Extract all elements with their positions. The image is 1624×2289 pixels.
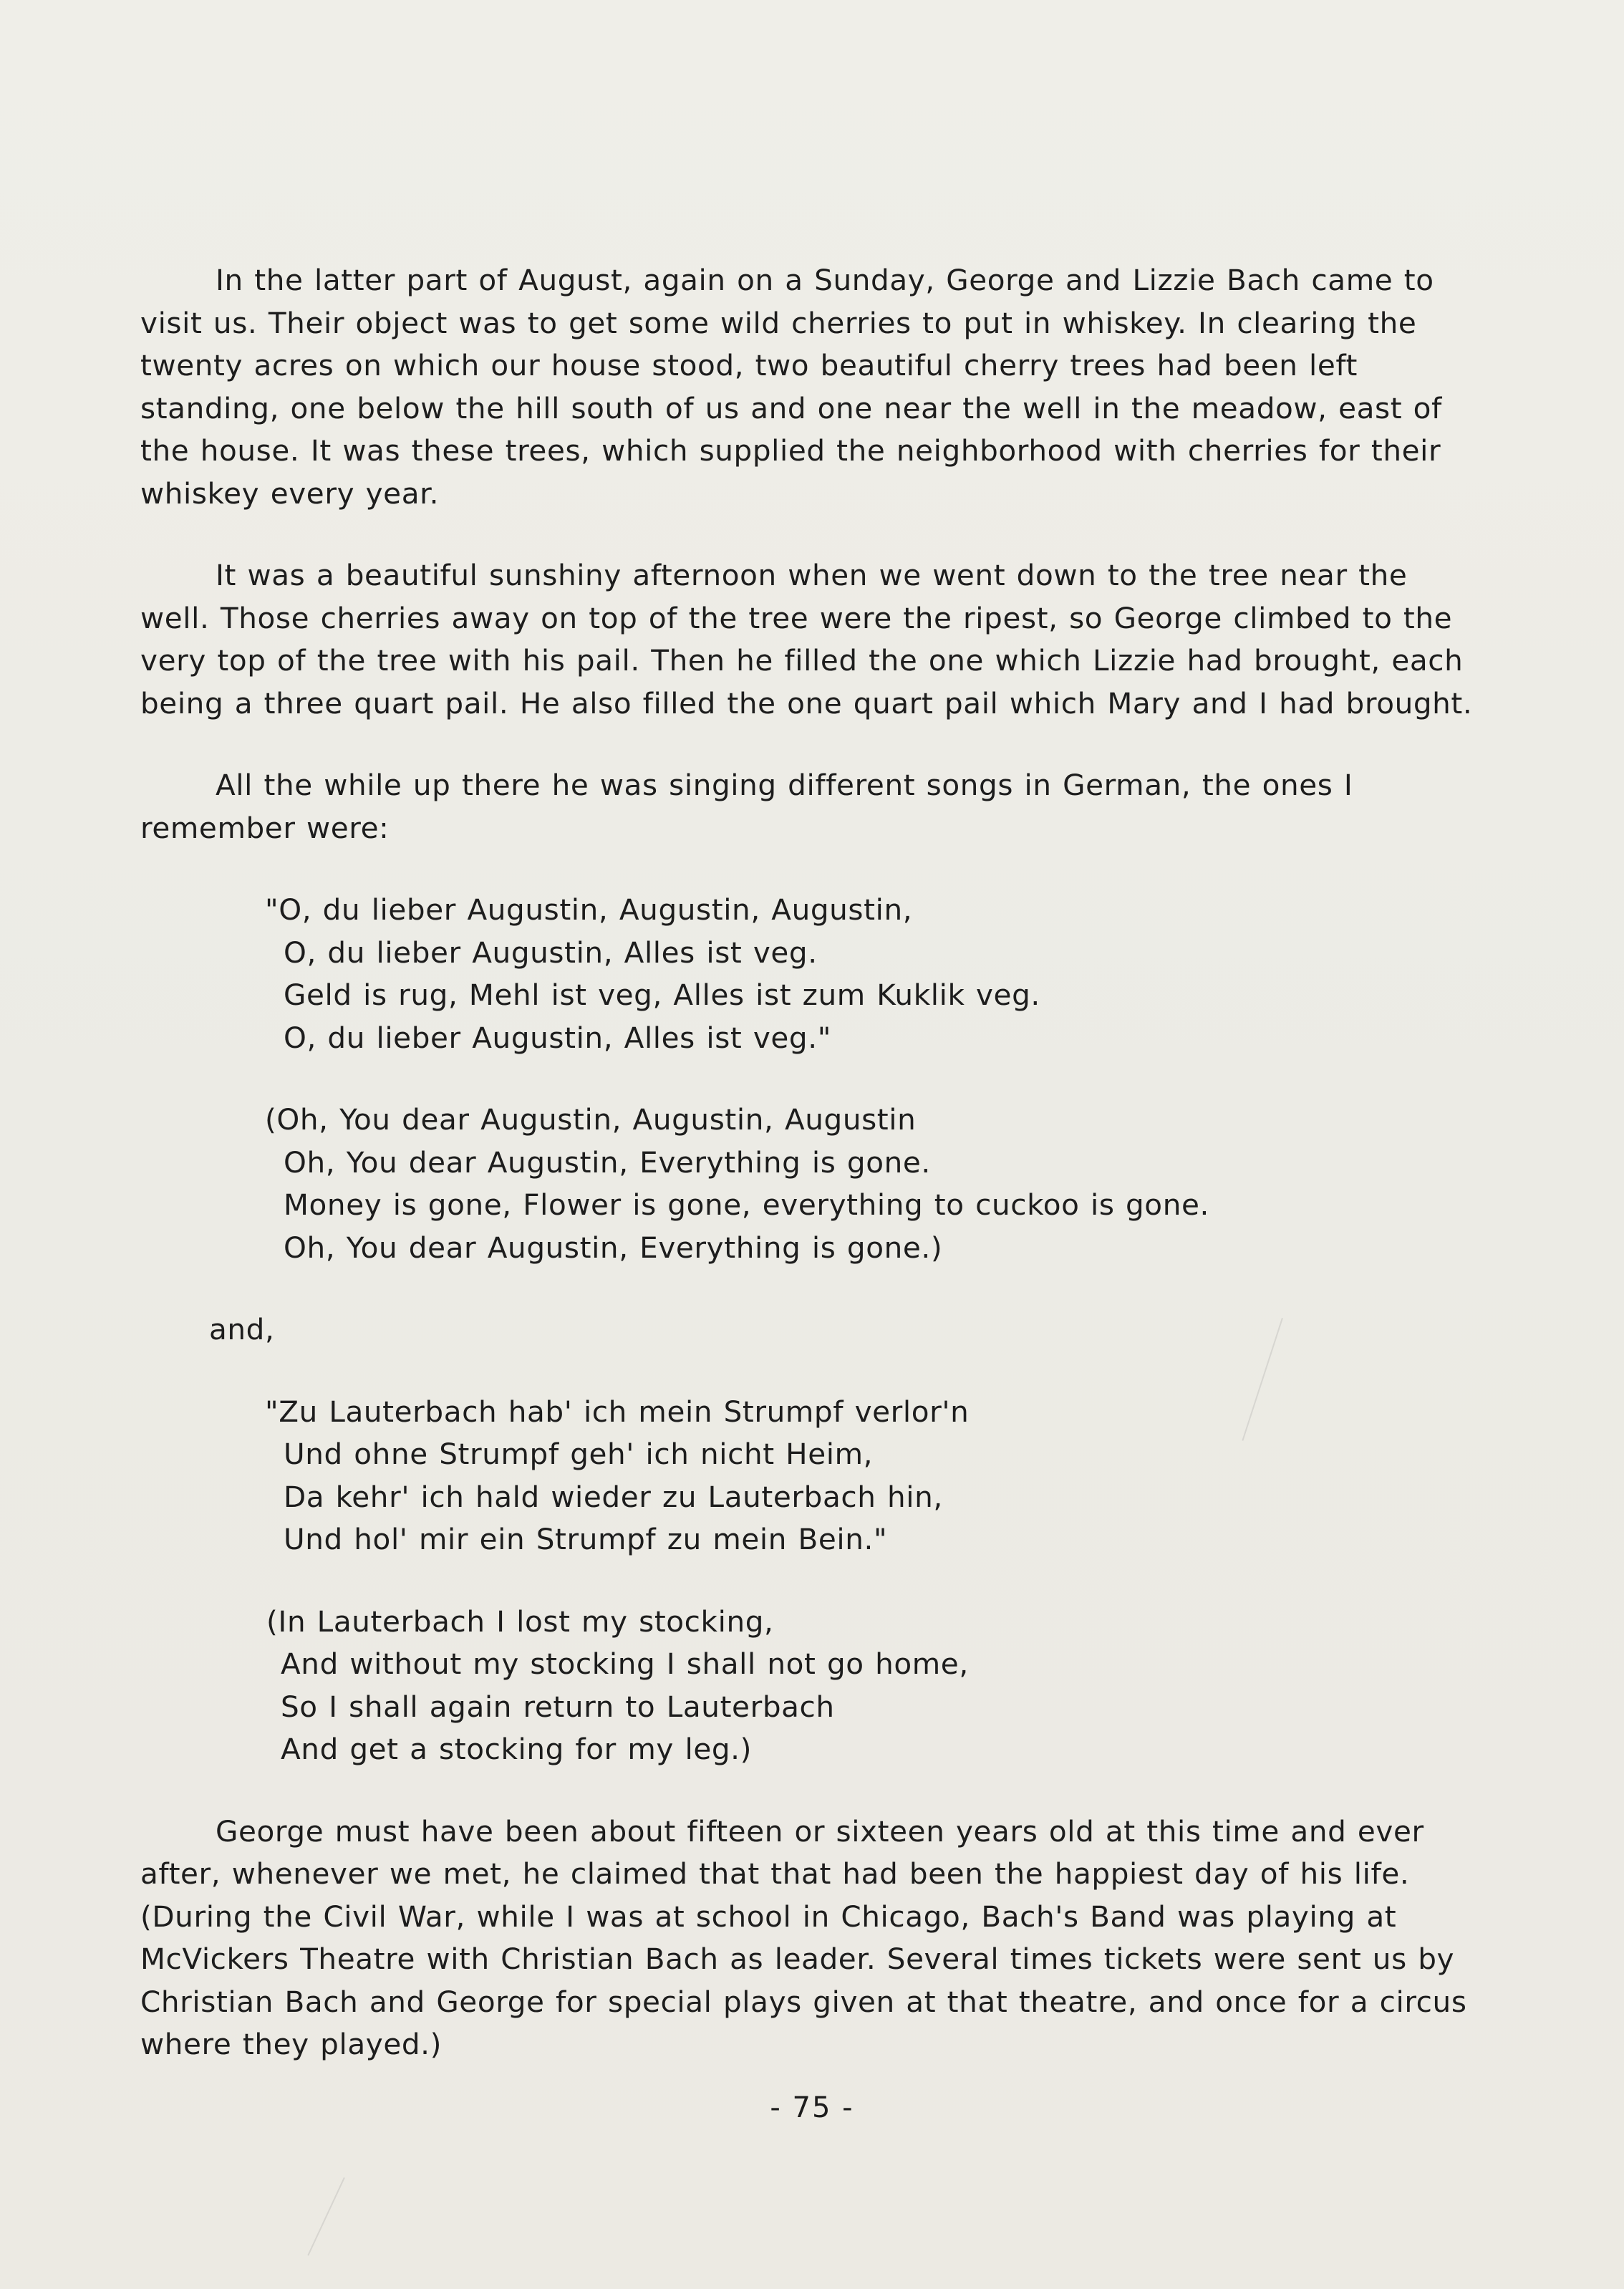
verse-line: "Zu Lauterbach hab' ich mein Strumpf verlor'n bbox=[265, 1394, 970, 1429]
verse-line: O, du lieber Augustin, Alles ist veg. bbox=[284, 935, 818, 970]
verse-line: Geld is rug, Mehl ist veg, Alles ist zum Kuklik veg. bbox=[284, 978, 1040, 1012]
song-lauterbach-english bbox=[140, 1601, 1487, 1771]
verse-line: Und ohne Strumpf geh' ich nicht Heim, bbox=[284, 1437, 874, 1471]
paragraph-happiest-day: George must have been about fifteen or sixteen years old at this time and ever after, whenever we met, he claimed that that had been the happiest day of his life. (During the Civil War, while I was at school in Chicago, Bach's Band was playing at McVickers Theatre with Christian Bach as leader. Several times tickets were sent us by Christian Bach and George for special plays given at that theatre, and once for a circus where they played.) bbox=[140, 1813, 1467, 2061]
page-number: - 75 - bbox=[770, 2091, 854, 2124]
and-connector: and, bbox=[209, 1312, 275, 1346]
verse-line: And without my stocking I shall not go home, bbox=[281, 1647, 969, 1681]
verse-line: Oh, You dear Augustin, Everything is gone.) bbox=[284, 1230, 943, 1265]
verse-line: (In Lauterbach I lost my stocking, bbox=[266, 1604, 774, 1639]
song-augustin-german bbox=[140, 889, 1487, 1059]
paragraph-sunshiny-afternoon: It was a beautiful sunshiny afternoon when we went down to the tree near the well. Those cherries away on top of the tree were the ripest, so George climbed to the very top of the tree with his pail. Then he filled the one which Lizzie had brought, each being a three quart pail. He also filled the one quart pail which Mary and I had brought. bbox=[140, 558, 1473, 721]
song-lauterbach-german bbox=[140, 1391, 1487, 1561]
verse-line: Da kehr' ich hald wieder zu Lauterbach hin, bbox=[284, 1479, 943, 1514]
verse-line: Money is gone, Flower is gone, everything to cuckoo is gone. bbox=[284, 1187, 1209, 1222]
page-body bbox=[140, 259, 1487, 2066]
verse-line: Oh, You dear Augustin, Everything is gone. bbox=[284, 1144, 931, 1180]
verse-line: "O, du lieber Augustin, Augustin, Augustin, bbox=[265, 892, 913, 927]
song-augustin-english bbox=[140, 1099, 1487, 1269]
paper-crease-mark bbox=[307, 2177, 345, 2256]
verse-line: (Oh, You dear Augustin, Augustin, Augustin bbox=[265, 1102, 917, 1137]
verse-line: So I shall again return to Lauterbach bbox=[281, 1689, 835, 1724]
paragraph-singing-songs: All the while up there he was singing different songs in German, the ones I remember were: bbox=[140, 768, 1353, 845]
verse-line: Und hol' mir ein Strumpf zu mein Bein." bbox=[284, 1522, 888, 1556]
verse-line: And get a stocking for my leg.) bbox=[281, 1732, 753, 1766]
paragraph-cherries-visit: In the latter part of August, again on a Sunday, George and Lizzie Bach came to visit us. Their object was to get some wild cherries to put in whiskey. In clearing the twenty acres on which our house stood, two beautiful cherry trees had been left standing, one below the hill south of us and one near the well in the meadow, east of the house. It was these trees, which supplied the neighborhood with cherries for their whiskey every year. bbox=[140, 263, 1442, 511]
verse-line: O, du lieber Augustin, Alles ist veg." bbox=[284, 1020, 831, 1055]
